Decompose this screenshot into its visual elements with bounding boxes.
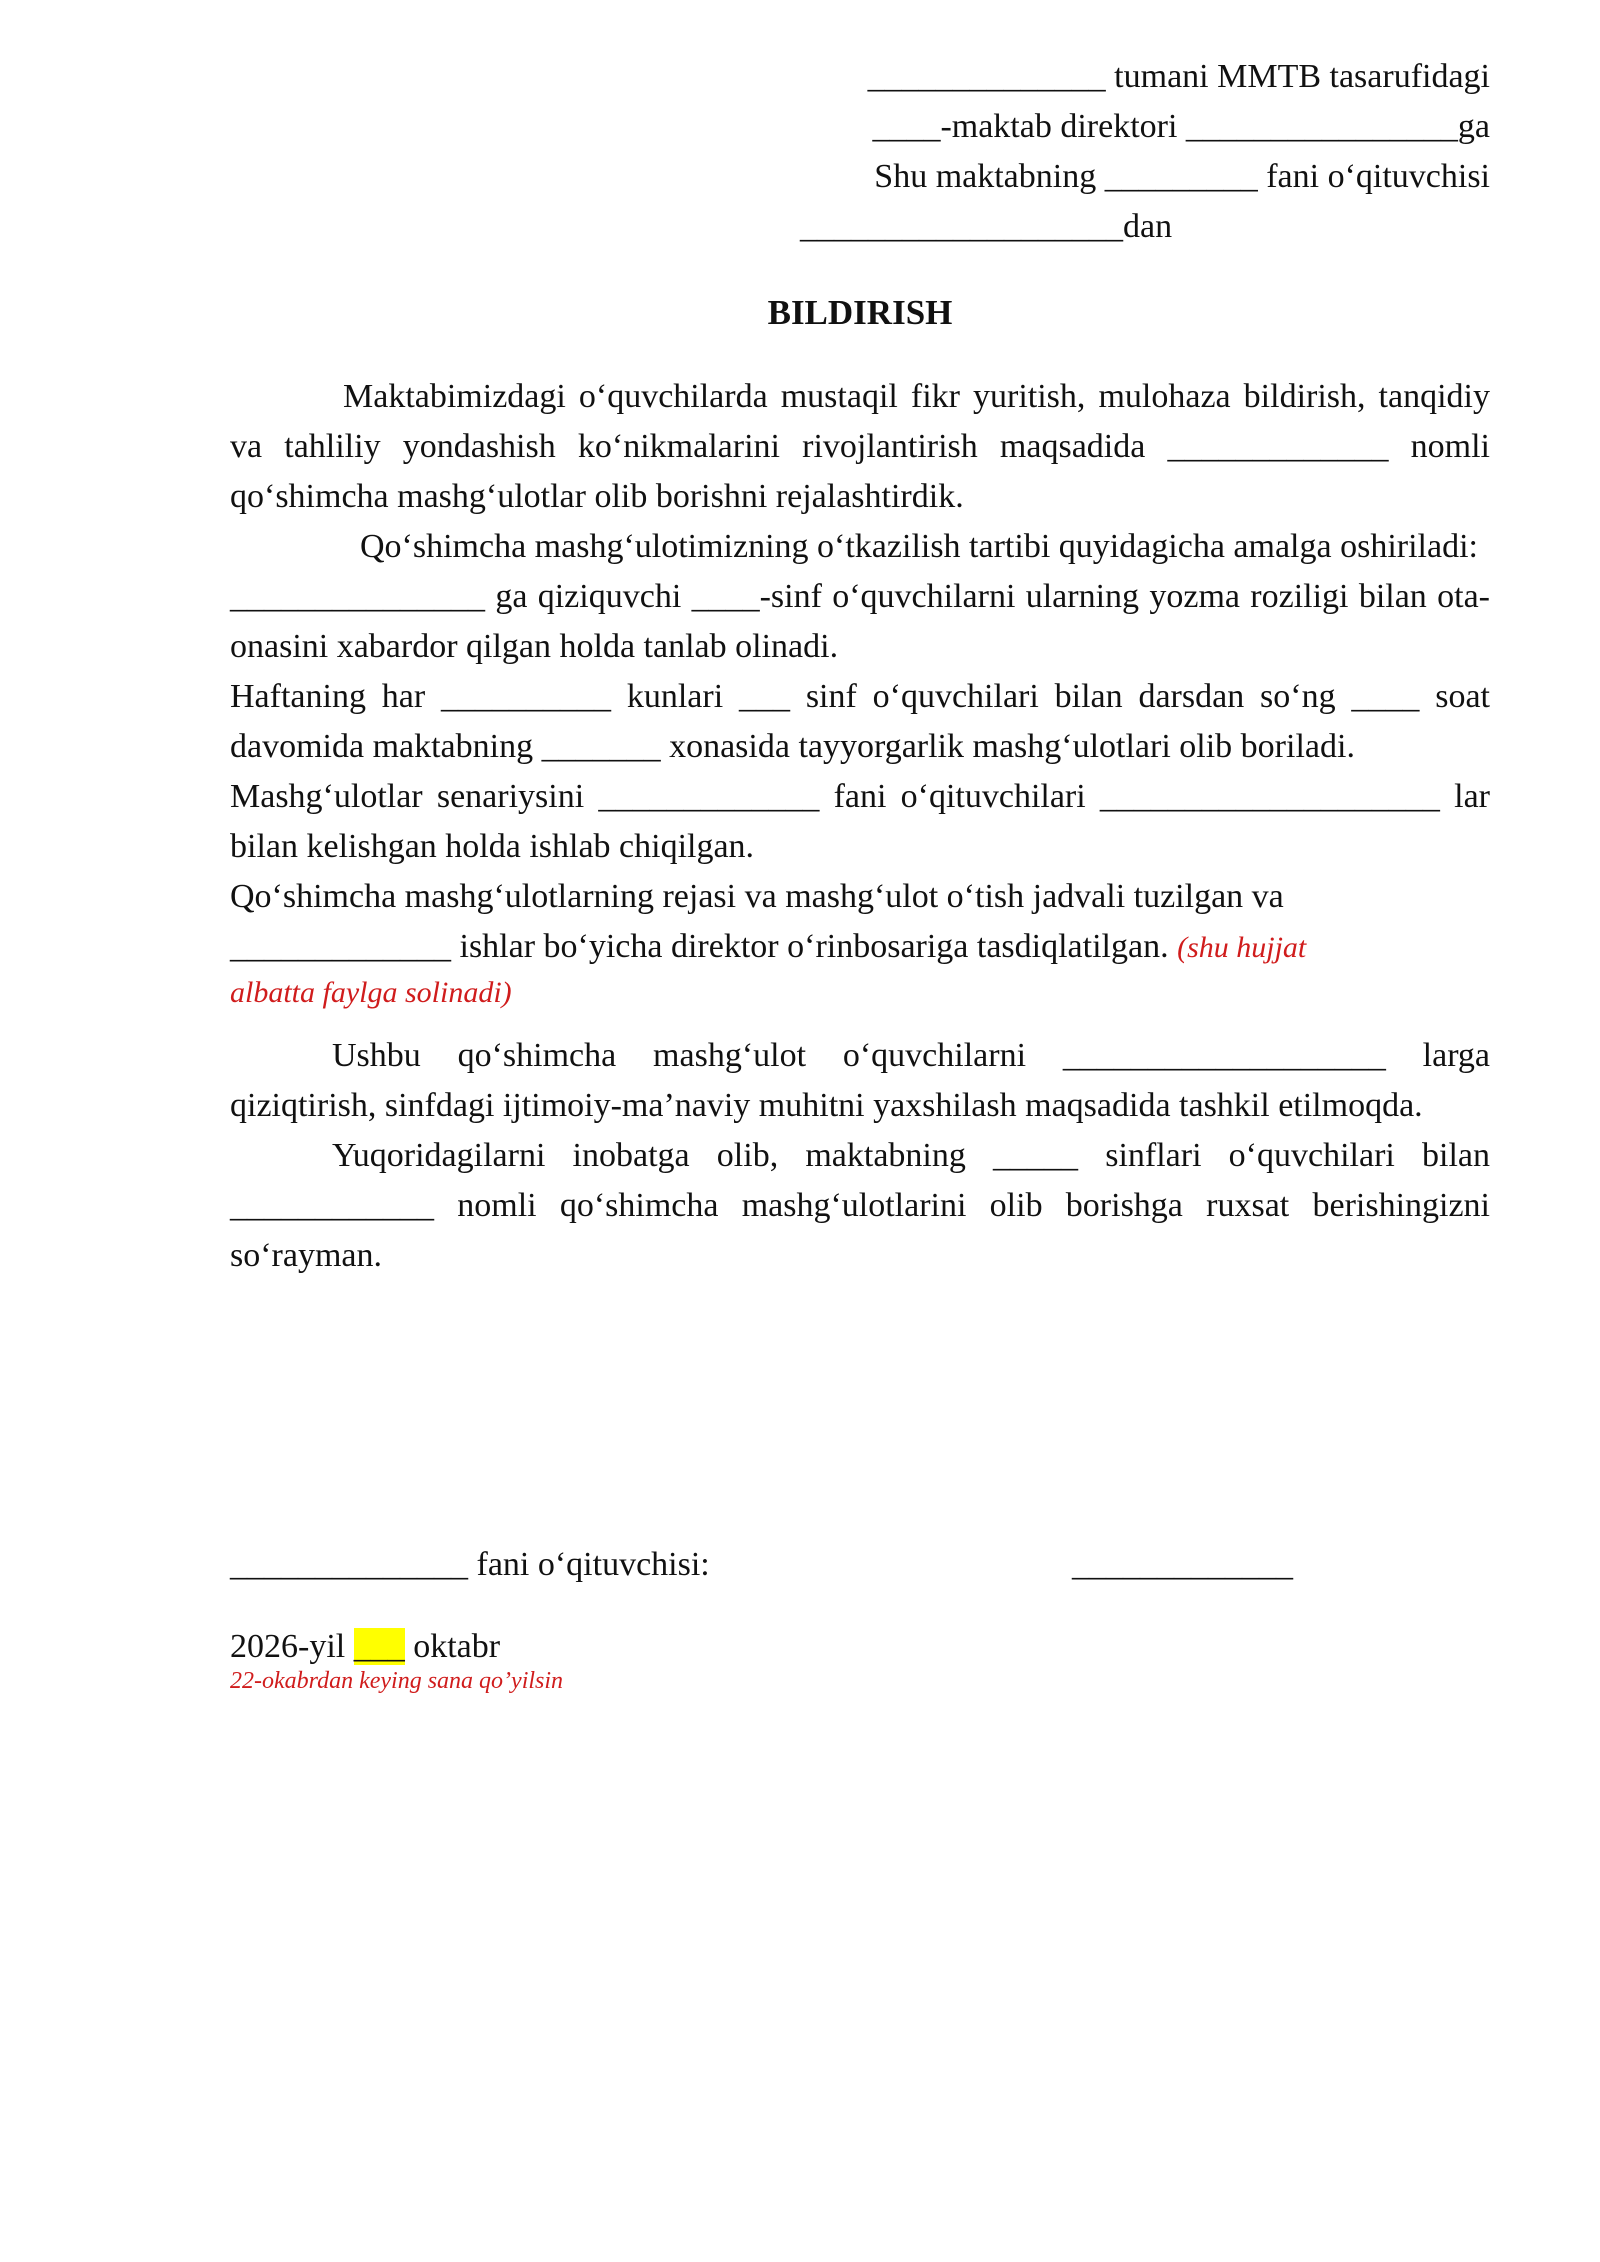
- signature-blank: _____________: [1072, 1546, 1293, 1583]
- document-title: BILDIRISH: [767, 293, 953, 332]
- paragraph-selection: _______________ ga qiziquvchi ____-sinf o‘quvchilarni ularning yozma roziligi bilan ota-onasini xabardor qilgan holda tanlab olinadi.: [230, 578, 1490, 665]
- date-note: 22-okabrdan keying sana qo’yilsin: [230, 1668, 564, 1694]
- paragraph-procedure-intro: Qo‘shimcha mashg‘ulotimizning o‘tkazilish tartibi quyidagicha amalga oshiriladi:: [360, 528, 1478, 565]
- paragraph-plan-line2: _____________ ishlar bo‘yicha direktor o‘rinbosariga tasdiqlatilgan.: [230, 928, 1169, 965]
- paragraph-schedule: Haftaning har __________ kunlari ___ sinf o‘quvchilari bilan darsdan so‘ng ____ soat davomida maktabning _______ xonasida tayyorgarlik mashg‘ulotlari olib boriladi.: [230, 678, 1490, 765]
- filing-note-continued: albatta faylga solinadi): [230, 976, 512, 1009]
- paragraph-plan: [230, 872, 1490, 973]
- filing-note: (shu hujjat: [1177, 931, 1307, 964]
- signature-label: ______________ fani o‘qituvchisi:: [230, 1546, 710, 1583]
- paragraph-request: Yuqoridagilarni inobatga olib, maktabning _____ sinflari o‘quvchilari bilan ____________ nomli qo‘shimcha mashg‘ulotlarini olib borishga ruxsat berishingizni so‘rayman.: [230, 1137, 1490, 1274]
- paragraph-purpose: Maktabimizdagi o‘quvchilarda mustaqil fikr yuritish, mulohaza bildirish, tanqidiy va tahliliy yondashish ko‘nikmalarini rivojlantirish maqsadida _____________ nomli qo‘shimcha mashg‘ulotlar olib borishni rejalashtirdik.: [230, 378, 1490, 515]
- signature-row: [230, 1540, 1490, 1590]
- date-year: 2026-yil: [230, 1628, 346, 1665]
- addressee-line-from: ___________________dan: [800, 208, 1173, 245]
- addressee-block: [800, 52, 1490, 252]
- addressee-line-director: ____-maktab direktori ________________ga: [872, 108, 1490, 145]
- paragraph-goal: Ushbu qo‘shimcha mashg‘ulot o‘quvchilarni ___________________ larga qiziqtirish, sinfdagi ijtimoiy-ma’naviy muhitni yaxshilash maqsadida tashkil etilmoqda.: [230, 1037, 1490, 1124]
- paragraph-plan-line1: Qo‘shimcha mashg‘ulotlarning rejasi va mashg‘ulot o‘tish jadvali tuzilgan va: [230, 878, 1284, 915]
- date-month: oktabr: [413, 1628, 501, 1665]
- document-body: [230, 372, 1490, 1281]
- paragraph-scenario: Mashg‘ulotlar senariysini _____________ fani o‘qituvchilari ____________________ lar bilan kelishgan holda ishlab chiqilgan.: [230, 778, 1490, 865]
- date-row: [230, 1622, 500, 1672]
- addressee-line-teacher: Shu maktabning _________ fani o‘qituvchisi: [874, 158, 1490, 195]
- addressee-line-district: ______________ tumani MMTB tasarufidagi: [867, 58, 1490, 95]
- date-day-highlighted: ___: [353, 1628, 405, 1665]
